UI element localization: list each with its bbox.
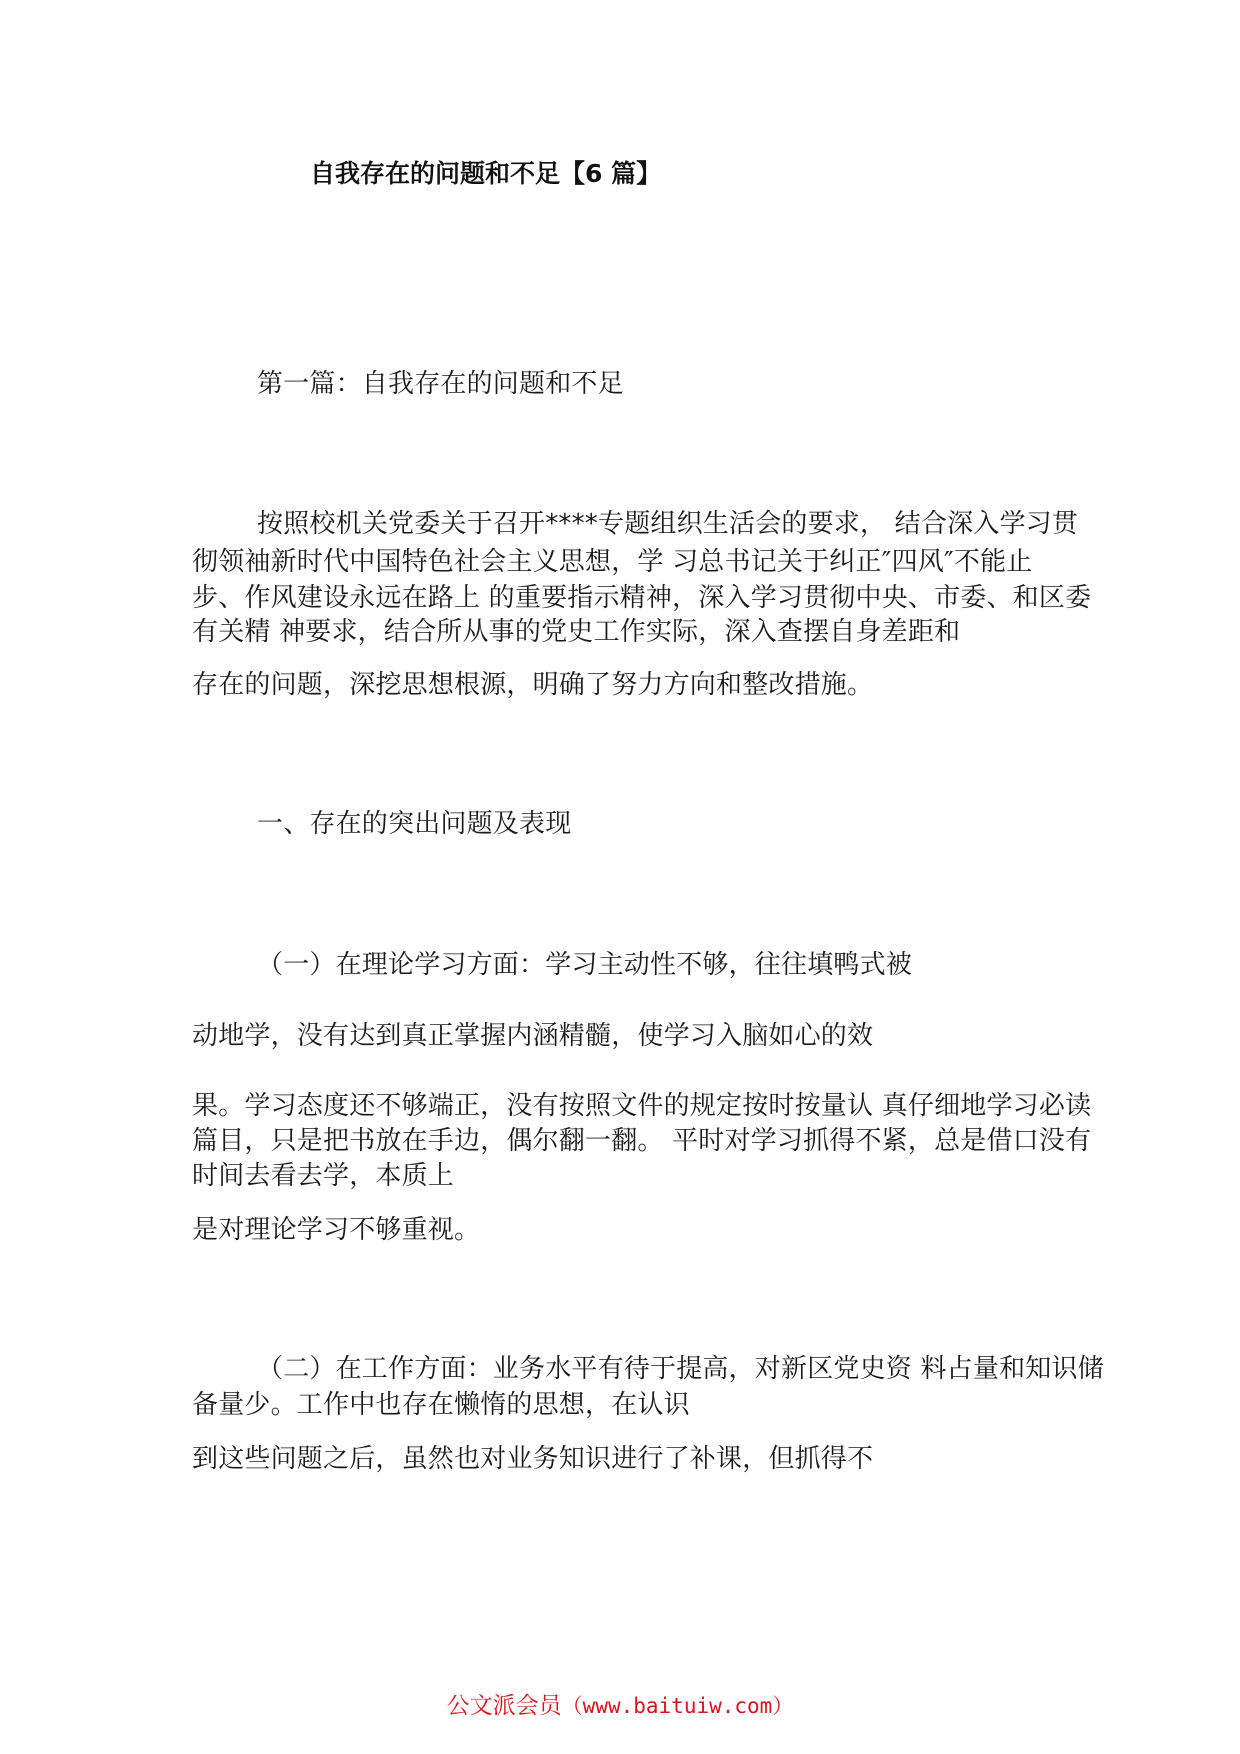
paragraph-line: 有关精 神要求，结合所从事的党史工作实际，深入查摆自身差距和: [192, 617, 961, 647]
heading-one: 一、存在的突出问题及表现: [257, 809, 572, 839]
paragraph-line: 篇目，只是把书放在手边，偶尔翻一翻。 平时对学习抓得不紧，总是借口没有: [192, 1126, 1092, 1156]
paragraph-line: 按照校机关党委关于召开****专题组织生活会的要求， 结合深入学习贯: [257, 509, 1079, 539]
paragraph-line: （一）在理论学习方面：学习主动性不够，往往填鸭式被: [257, 950, 913, 980]
paragraph-line: （二）在工作方面：业务水平有待于提高，对新区党史资 料占量和知识储: [257, 1354, 1104, 1384]
paragraph-line: 到这些问题之后，虽然也对业务知识进行了补课，但抓得不: [192, 1444, 874, 1474]
paragraph-line: 时间去看去学，本质上: [192, 1161, 455, 1191]
footer-watermark: [0, 1690, 1240, 1722]
section-title: 第一篇：自我存在的问题和不足: [257, 369, 624, 399]
paragraph-line: 备量少。工作中也存在懒惰的思想，在认识: [192, 1390, 690, 1420]
paragraph-line: 步、作风建设永远在路上 的重要指示精神，深入学习贯彻中央、市委、和区委: [192, 583, 1092, 613]
paragraph-line: 存在的问题，深挖思想根源，明确了努力方向和整改措施。: [192, 670, 874, 700]
paragraph-line: 动地学，没有达到真正掌握内涵精髓，使学习入脑如心的效: [192, 1021, 874, 1051]
footer-brand: 公文派会员: [446, 1693, 562, 1719]
paragraph-line: 果。学习态度还不够端正，没有按照文件的规定按时按量认 真仔细地学习必读: [192, 1091, 1092, 1121]
document-title: 自我存在的问题和不足【6 篇】: [310, 159, 662, 188]
paragraph-line: 彻领袖新时代中国特色社会主义思想，学 习总书记关于纠正″四风″不能止: [192, 547, 1033, 577]
footer-url: （www.baituiw.com）: [561, 1694, 794, 1718]
paragraph-line: 是对理论学习不够重视。: [192, 1215, 481, 1245]
